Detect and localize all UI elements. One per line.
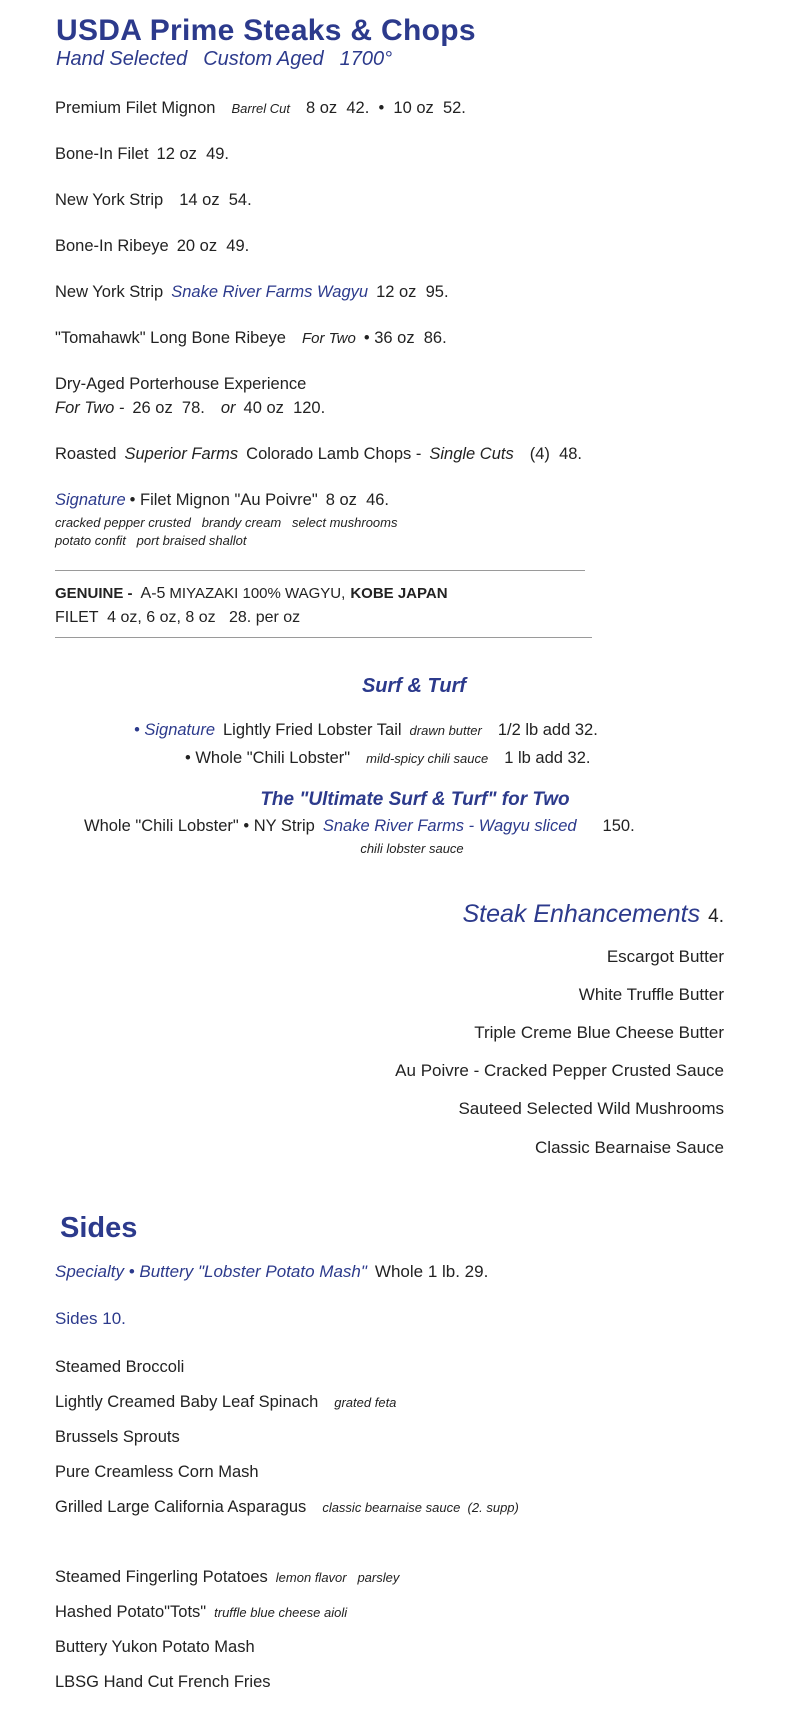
enhancement-item: Au Poivre - Cracked Pepper Crusted Sauce: [395, 1061, 724, 1080]
menu-item-premium-filet: Premium Filet Mignon Barrel Cut 8 oz 42. • 10 oz 52.: [55, 99, 466, 117]
divider: [55, 637, 592, 638]
menu-item-au-poivre: Signature • Filet Mignon "Au Poivre" 8 oz 46.: [55, 491, 390, 509]
au-poivre-description-1: cracked pepper crusted brandy cream select mushrooms: [55, 515, 398, 530]
side-item: Lightly Creamed Baby Leaf Spinach grated feta: [55, 1393, 397, 1411]
side-item: Steamed Fingerling Potatoes lemon flavor parsley: [55, 1568, 400, 1586]
steaks-subtitle: Hand Selected Custom Aged 1700°: [56, 48, 393, 70]
enhancement-item: Triple Creme Blue Cheese Butter: [474, 1023, 724, 1042]
enhancement-item: Escargot Butter: [606, 947, 724, 966]
sides-title: Sides: [60, 1212, 138, 1244]
ultimate-surf-turf-description: chili lobster sauce: [360, 841, 464, 856]
au-poivre-description-2: potato confit port braised shallot: [55, 533, 247, 548]
wagyu-filet-line: FILET 4 oz, 6 oz, 8 oz 28. per oz: [55, 609, 301, 626]
menu-item-bone-in-filet: Bone-In Filet 12 oz 49.: [55, 145, 230, 163]
side-item: Buttery Yukon Potato Mash: [55, 1638, 255, 1656]
enhancement-item: Classic Bearnaise Sauce: [535, 1138, 724, 1157]
surf-turf-title: Surf & Turf: [361, 675, 467, 697]
menu-item-porterhouse-options: For Two - 26 oz 78. or 40 oz 120.: [55, 399, 326, 417]
sides-price: Sides 10.: [55, 1309, 126, 1328]
menu-item-porterhouse: Dry-Aged Porterhouse Experience: [55, 375, 307, 393]
ultimate-surf-turf-item: Whole "Chili Lobster" • NY Strip Snake River Farms - Wagyu sliced 150.: [84, 817, 635, 835]
menu-item-ny-strip-wagyu: New York Strip Snake River Farms Wagyu 12 oz 95.: [55, 283, 449, 301]
side-item: Grilled Large California Asparagus classic bearnaise sauce (2. supp): [55, 1498, 519, 1516]
enhancements-title: Steak Enhancements 4.: [462, 900, 724, 928]
side-item: LBSG Hand Cut French Fries: [55, 1673, 271, 1691]
side-item: Pure Creamless Corn Mash: [55, 1463, 259, 1481]
side-item: Hashed Potato"Tots" truffle blue cheese aioli: [55, 1603, 348, 1621]
menu-item-bone-in-ribeye: Bone-In Ribeye 20 oz 49.: [55, 237, 250, 255]
divider: [55, 570, 585, 571]
surf-turf-lobster-tail: • Signature Lightly Fried Lobster Tail drawn butter 1/2 lb add 32.: [134, 721, 598, 739]
menu-item-lamb-chops: Roasted Superior Farms Colorado Lamb Chops - Single Cuts (4) 48.: [55, 445, 583, 463]
sides-specialty: Specialty • Buttery "Lobster Potato Mash" Whole 1 lb. 29.: [55, 1262, 489, 1281]
enhancement-item: Sauteed Selected Wild Mushrooms: [458, 1099, 724, 1118]
enhancement-item: White Truffle Butter: [578, 985, 724, 1004]
side-item: Steamed Broccoli: [55, 1358, 185, 1376]
surf-turf-chili-lobster: • Whole "Chili Lobster" mild-spicy chili sauce 1 lb add 32.: [185, 749, 591, 767]
steaks-title: USDA Prime Steaks & Chops: [56, 14, 476, 47]
menu-item-tomahawk: "Tomahawk" Long Bone Ribeye For Two • 36 oz 86.: [55, 329, 447, 347]
ultimate-surf-turf-title: The "Ultimate Surf & Turf" for Two: [260, 789, 570, 810]
side-item: Brussels Sprouts: [55, 1428, 180, 1446]
menu-item-ny-strip: New York Strip 14 oz 54.: [55, 191, 252, 209]
wagyu-heading: GENUINE - A-5 MIYAZAKI 100% WAGYU, KOBE JAPAN: [55, 585, 448, 602]
